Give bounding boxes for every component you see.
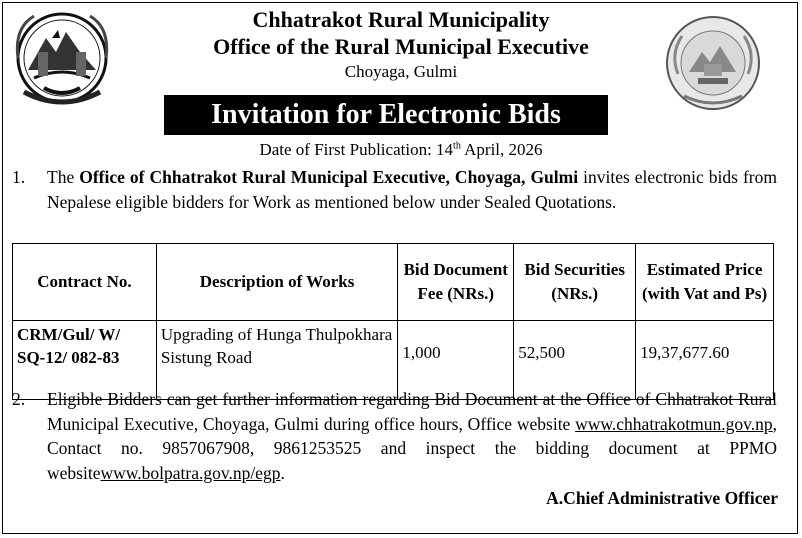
publication-date-prefix: Date of First Publication: 14: [259, 140, 454, 159]
municipality-website-link[interactable]: www.chhatrakotmun.gov.np: [575, 413, 773, 434]
cell-description: Upgrading of Hunga Thulpokhara Sistung Road: [156, 321, 398, 400]
paragraph-text: [47, 387, 777, 485]
paragraph-text: [47, 165, 777, 214]
paragraph-number: 1.: [12, 167, 26, 187]
publication-date: [0, 140, 802, 160]
cell-fee: 1,000: [398, 321, 514, 400]
publication-date-ordinal: th: [453, 140, 461, 152]
cell-securities: 52,500: [514, 321, 636, 400]
header-price: Estimated Price (with Vat and Ps): [636, 244, 774, 321]
bids-table: [12, 243, 774, 400]
cell-price: 19,37,677.60: [636, 321, 774, 400]
paragraph-number: 2.: [12, 389, 26, 409]
header-securities: Bid Securities (NRs.): [514, 244, 636, 321]
ppmo-website-link[interactable]: www.bolpatra.gov.np/egp: [100, 462, 281, 483]
paragraph-text-2: , Contact no. 9857067908, 9861253525 and inspect the bidding document at PPMO website: [47, 413, 777, 483]
office-location: Choyaga, Gulmi: [344, 62, 458, 81]
paragraph-text-3: .: [280, 462, 285, 483]
office-emphasis: Office of Chhatrakot Rural Municipal Executive, Choyaga, Gulmi: [79, 167, 579, 187]
notice-header: [0, 6, 802, 84]
paragraph-text-pre: The: [47, 167, 80, 187]
header-fee: Bid Document Fee (NRs.): [398, 244, 514, 321]
cell-contract: CRM/Gul/ W/ SQ-12/ 082-83: [13, 321, 157, 400]
publication-date-suffix: April, 2026: [460, 140, 543, 159]
signature-block: A.Chief Administrative Officer: [546, 488, 778, 508]
municipality-name: Chhatrakot Rural Municipality: [252, 7, 550, 32]
paragraph-text-post: invites electronic bids from Nepalese eligible bidders for Work as mentioned below under Sealed Quotations.: [47, 167, 777, 212]
header-contract: Contract No.: [13, 244, 157, 321]
table-header-row: [13, 244, 774, 321]
paragraph-text-1: Eligible Bidders can get further information regarding Bid Document at the Office of Chhatrakot Rural Municipal Executive, Choyaga, Gulmi during office hours, Office website: [47, 389, 777, 434]
notice-title: Invitation for Electronic Bids: [164, 95, 608, 135]
header-description: Description of Works: [156, 244, 398, 321]
office-name: Office of the Rural Municipal Executive: [213, 34, 589, 59]
